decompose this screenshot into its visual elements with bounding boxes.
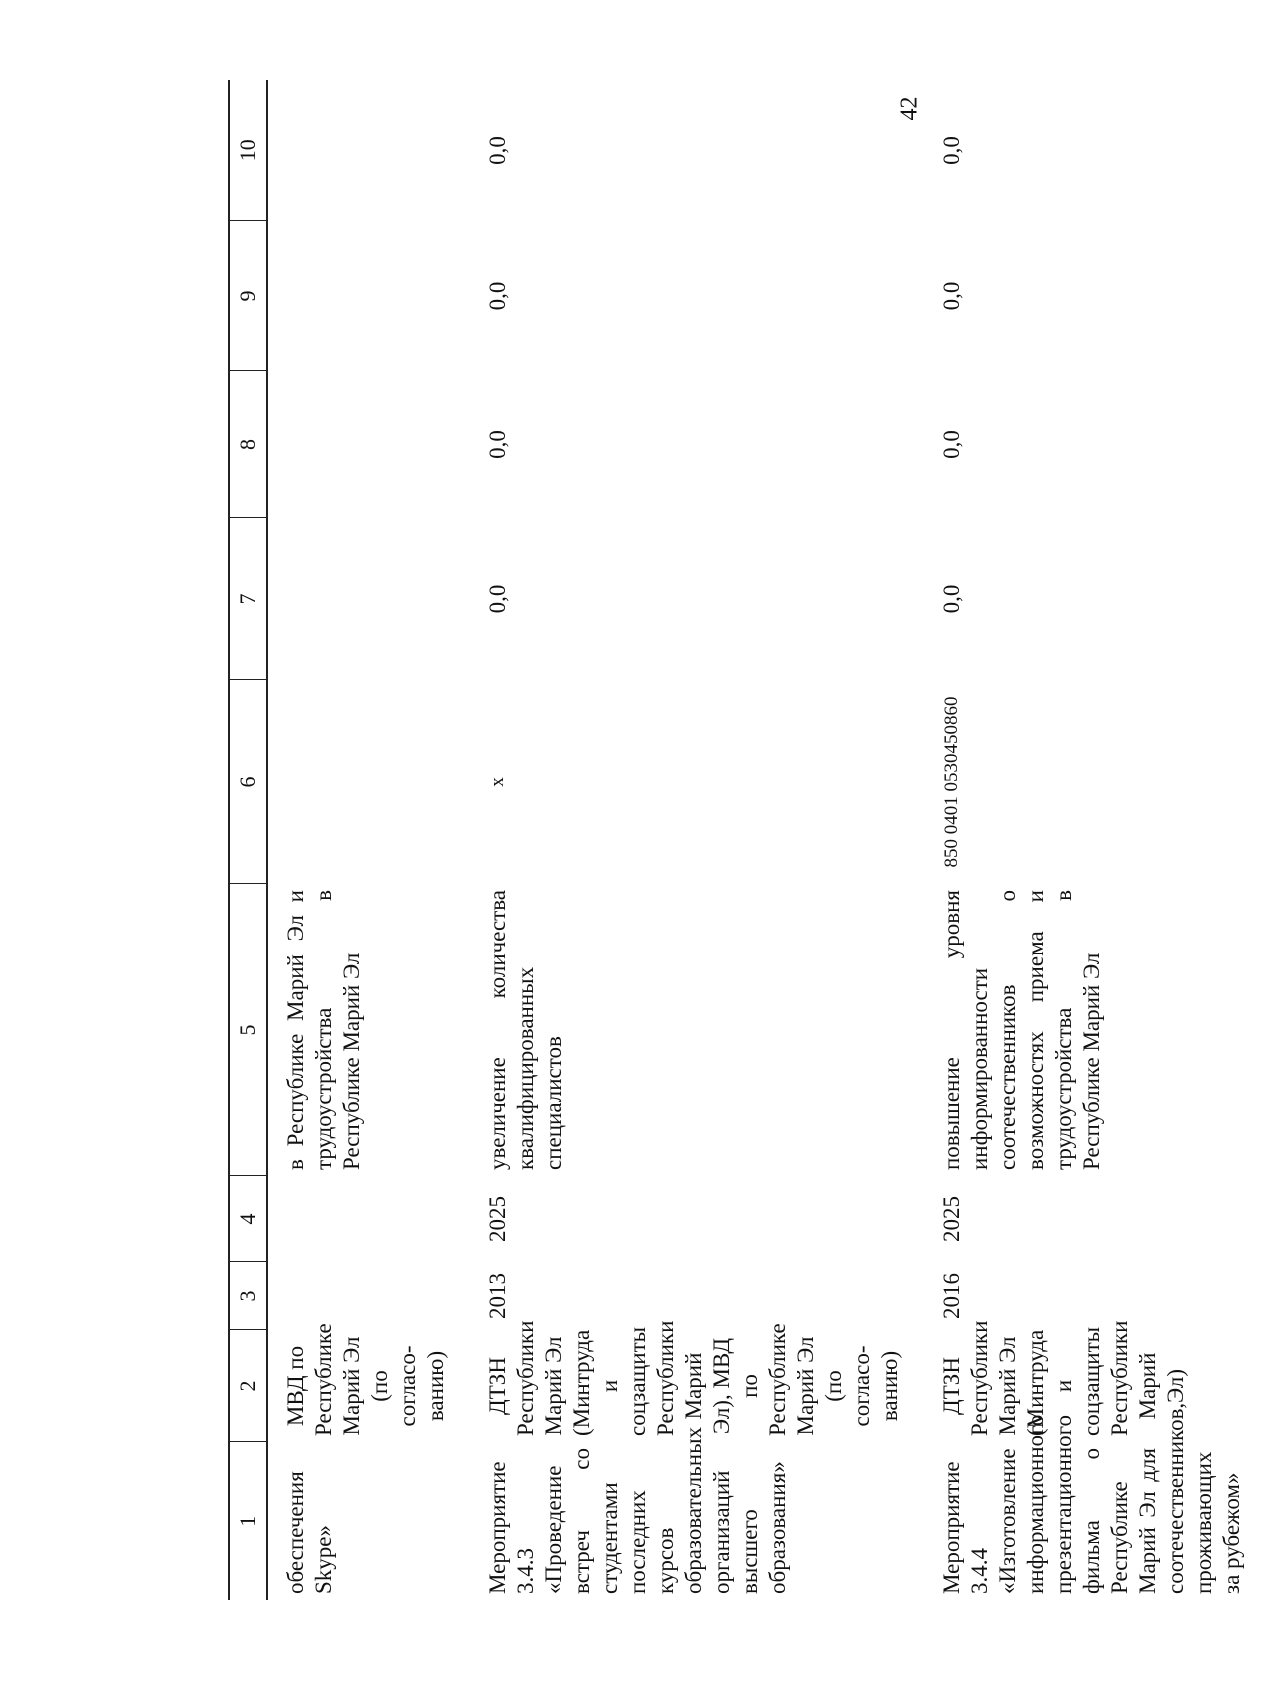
executor: ДТЗН Республики Марий Эл (Минтруда и соцзащиты Республики Марий Эл): [939, 1320, 1188, 1436]
column-number: 1: [229, 1442, 267, 1600]
measure-name: Мероприятие 3.4.4 «Изготовление информационного презентационного фильма о Республике Марий Эл для соотечественников, проживающих за рубежом»: [939, 1402, 1244, 1594]
value-col-10: 0,0: [485, 136, 510, 165]
expected-result: увеличение количества квалифицированных специалистов: [485, 890, 566, 1170]
table-row: [924, 80, 1266, 1600]
value-col-9: 0,0: [485, 281, 510, 311]
column-number: 3: [229, 1262, 267, 1330]
start-year: 2016: [939, 1273, 964, 1319]
table-row: [470, 80, 924, 1600]
expected-result: в Республике Марий Эл и трудоустройства в Республике Марий Эл: [283, 890, 364, 1170]
column-number: 2: [229, 1330, 267, 1442]
end-year: 2025: [939, 1196, 964, 1242]
value-col-9: 0,0: [939, 281, 964, 311]
column-number: 6: [229, 680, 267, 884]
start-year: [267, 1262, 470, 1330]
table-container: [228, 80, 1244, 1600]
budget-code: 850 0401 0530450860: [941, 696, 962, 868]
column-number-row: [229, 80, 267, 1600]
measure-name: обеспечения Skype»: [283, 1471, 336, 1594]
value-col-8: 0,0: [939, 430, 964, 459]
column-number: 9: [229, 221, 267, 371]
budget-code: x: [487, 777, 508, 787]
column-number: 7: [229, 518, 267, 680]
value-col-9: [267, 221, 470, 371]
column-number: 10: [229, 80, 267, 221]
executor: МВД по Республике Марий Эл (по согласо-ванию): [283, 1323, 448, 1436]
value-col-8: 0,0: [485, 430, 510, 459]
expected-result: повышение уровня информированности соотечественников о возможностях приема и трудоустройства в Республике Марий Эл: [939, 890, 1104, 1170]
value-col-8: [267, 371, 470, 518]
measure-name: Мероприятие 3.4.3 «Проведение встреч со студентами последних курсов образовательных организаций высшего образования»: [485, 1426, 790, 1594]
column-number: 4: [229, 1176, 267, 1262]
end-year: 2025: [485, 1196, 510, 1242]
value-col-10: [267, 80, 470, 221]
table-row: [267, 80, 470, 1600]
value-col-7: 0,0: [485, 584, 510, 614]
value-col-10: 0,0: [939, 136, 964, 165]
value-col-7: [267, 518, 470, 680]
value-col-7: 0,0: [939, 584, 964, 614]
column-number: 5: [229, 884, 267, 1176]
page-number: 42: [896, 96, 923, 121]
budget-code: [267, 680, 470, 884]
start-year: 2013: [485, 1273, 510, 1319]
end-year: [267, 1176, 470, 1262]
executor: ДТЗН Республики Марий Эл (Минтруда и соцзащиты Республики Марий Эл), МВД по Республике Марий Эл (по согласо-ванию): [485, 1320, 902, 1436]
measures-table: [228, 80, 1266, 1600]
column-number: 8: [229, 371, 267, 518]
